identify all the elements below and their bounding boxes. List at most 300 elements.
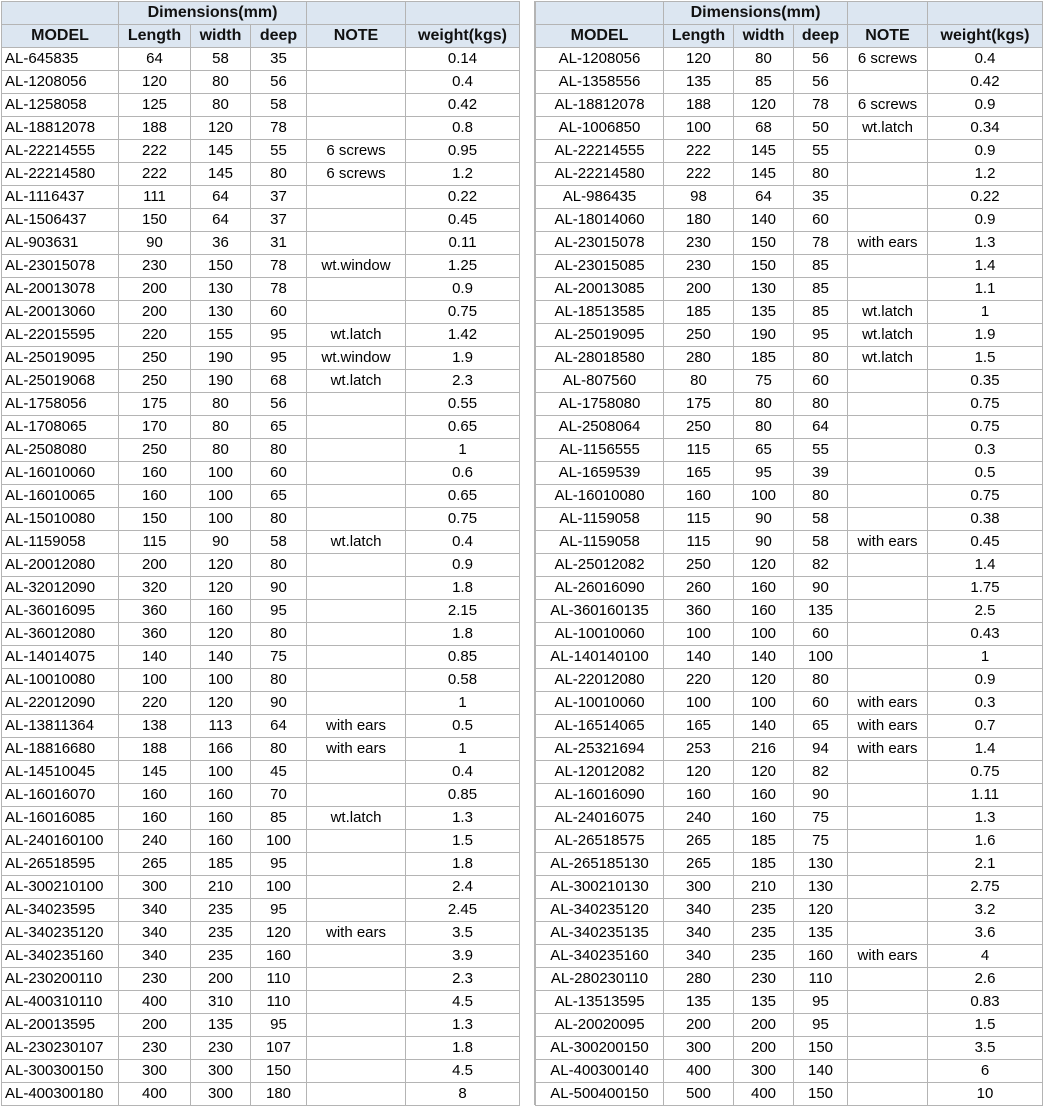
length-cell: 175: [119, 393, 191, 416]
length-cell: 135: [664, 71, 734, 94]
note-cell: 6 screws: [848, 94, 928, 117]
length-cell: 250: [119, 347, 191, 370]
length-cell: 188: [664, 94, 734, 117]
weight-cell: 3.9: [406, 945, 520, 968]
length-cell: 185: [664, 301, 734, 324]
deep-cell: 107: [251, 1037, 307, 1060]
model-cell: AL-20020095: [536, 1014, 664, 1037]
model-cell: AL-1708065: [2, 416, 119, 439]
model-cell: AL-16010065: [2, 485, 119, 508]
table-row: [536, 485, 1043, 508]
note-cell: with ears: [307, 922, 406, 945]
length-cell: 265: [664, 830, 734, 853]
deep-cell: 94: [794, 738, 848, 761]
table-row: [536, 71, 1043, 94]
model-cell: AL-500400150: [536, 1083, 664, 1106]
width-cell: 300: [734, 1060, 794, 1083]
header-model: MODEL: [536, 25, 664, 48]
model-cell: AL-23015085: [536, 255, 664, 278]
note-cell: [307, 1060, 406, 1083]
table-row: [2, 715, 520, 738]
length-cell: 340: [119, 945, 191, 968]
deep-cell: 100: [251, 876, 307, 899]
width-cell: 145: [191, 163, 251, 186]
weight-cell: 1.5: [928, 347, 1043, 370]
width-cell: 120: [191, 623, 251, 646]
table-row: [536, 830, 1043, 853]
model-cell: AL-400310110: [2, 991, 119, 1014]
width-cell: 210: [191, 876, 251, 899]
weight-cell: 0.42: [928, 71, 1043, 94]
table-row: [2, 600, 520, 623]
note-cell: [848, 508, 928, 531]
length-cell: 120: [664, 761, 734, 784]
deep-cell: 58: [794, 508, 848, 531]
length-cell: 150: [119, 209, 191, 232]
note-cell: [307, 1014, 406, 1037]
table-row: [536, 922, 1043, 945]
note-cell: 6 screws: [307, 140, 406, 163]
table-row: [2, 738, 520, 761]
note-cell: [848, 899, 928, 922]
weight-cell: 1.25: [406, 255, 520, 278]
model-cell: AL-13811364: [2, 715, 119, 738]
table-row: [536, 1060, 1043, 1083]
note-cell: [848, 370, 928, 393]
width-cell: 135: [734, 991, 794, 1014]
note-cell: wt.window: [307, 347, 406, 370]
width-cell: 130: [191, 301, 251, 324]
table-row: [2, 1014, 520, 1037]
model-cell: AL-23015078: [536, 232, 664, 255]
length-cell: 300: [664, 876, 734, 899]
deep-cell: 50: [794, 117, 848, 140]
table-row: [536, 301, 1043, 324]
model-cell: AL-903631: [2, 232, 119, 255]
deep-cell: 60: [794, 209, 848, 232]
table-row: [2, 186, 520, 209]
model-cell: AL-1358556: [536, 71, 664, 94]
weight-cell: 0.3: [928, 439, 1043, 462]
width-cell: 185: [734, 853, 794, 876]
table-row: [2, 48, 520, 71]
weight-cell: 1.2: [406, 163, 520, 186]
deep-cell: 95: [251, 853, 307, 876]
model-cell: AL-1258058: [2, 94, 119, 117]
note-cell: [848, 807, 928, 830]
length-cell: 220: [119, 692, 191, 715]
weight-cell: 1.2: [928, 163, 1043, 186]
model-cell: AL-340235160: [536, 945, 664, 968]
deep-cell: 95: [251, 1014, 307, 1037]
model-cell: AL-15010080: [2, 508, 119, 531]
width-cell: 200: [734, 1014, 794, 1037]
width-cell: 400: [734, 1083, 794, 1106]
note-cell: with ears: [848, 531, 928, 554]
model-cell: AL-1159058: [536, 531, 664, 554]
weight-cell: 0.95: [406, 140, 520, 163]
length-cell: 230: [664, 232, 734, 255]
width-cell: 95: [734, 462, 794, 485]
width-cell: 160: [191, 600, 251, 623]
weight-cell: 1: [928, 301, 1043, 324]
weight-cell: 3.6: [928, 922, 1043, 945]
note-cell: [848, 761, 928, 784]
weight-cell: 2.45: [406, 899, 520, 922]
weight-cell: 0.85: [406, 784, 520, 807]
width-cell: 90: [191, 531, 251, 554]
weight-cell: 0.8: [406, 117, 520, 140]
length-cell: 300: [119, 876, 191, 899]
deep-cell: 95: [251, 324, 307, 347]
model-cell: AL-2508080: [2, 439, 119, 462]
weight-cell: 0.75: [928, 485, 1043, 508]
model-cell: AL-140140100: [536, 646, 664, 669]
header-dimensions: Dimensions(mm): [119, 2, 307, 25]
deep-cell: 55: [251, 140, 307, 163]
note-cell: 6 screws: [307, 163, 406, 186]
model-cell: AL-16010060: [2, 462, 119, 485]
table-row: [2, 393, 520, 416]
weight-cell: 0.75: [406, 301, 520, 324]
width-cell: 100: [191, 485, 251, 508]
weight-cell: 1: [406, 738, 520, 761]
length-cell: 320: [119, 577, 191, 600]
table-row: [536, 807, 1043, 830]
weight-cell: 0.42: [406, 94, 520, 117]
header-blank-cell: [536, 2, 664, 25]
note-cell: [307, 646, 406, 669]
weight-cell: 1: [928, 646, 1043, 669]
width-cell: 140: [734, 209, 794, 232]
length-cell: 340: [119, 899, 191, 922]
model-cell: AL-16010080: [536, 485, 664, 508]
model-cell: AL-18812078: [536, 94, 664, 117]
weight-cell: 4: [928, 945, 1043, 968]
width-cell: 230: [191, 1037, 251, 1060]
deep-cell: 65: [794, 715, 848, 738]
model-cell: AL-230200110: [2, 968, 119, 991]
weight-cell: 1.8: [406, 577, 520, 600]
table-row: [536, 255, 1043, 278]
model-cell: AL-300300150: [2, 1060, 119, 1083]
header-blank-cell: [307, 2, 406, 25]
table-row: [536, 186, 1043, 209]
deep-cell: 135: [794, 922, 848, 945]
deep-cell: 95: [251, 899, 307, 922]
weight-cell: 3.2: [928, 899, 1043, 922]
width-cell: 100: [734, 692, 794, 715]
width-cell: 80: [191, 94, 251, 117]
note-cell: [848, 1060, 928, 1083]
weight-cell: 2.3: [406, 370, 520, 393]
header-model: MODEL: [2, 25, 119, 48]
table-row: [536, 991, 1043, 1014]
header-row-top: [536, 2, 1043, 25]
width-cell: 100: [191, 508, 251, 531]
width-cell: 135: [191, 1014, 251, 1037]
weight-cell: 0.85: [406, 646, 520, 669]
table-row: [536, 623, 1043, 646]
table-row: [2, 71, 520, 94]
weight-cell: 1.8: [406, 623, 520, 646]
deep-cell: 31: [251, 232, 307, 255]
width-cell: 100: [734, 623, 794, 646]
table-row: [536, 117, 1043, 140]
weight-cell: 1.3: [406, 1014, 520, 1037]
deep-cell: 75: [251, 646, 307, 669]
deep-cell: 80: [794, 347, 848, 370]
model-cell: AL-22012090: [2, 692, 119, 715]
width-cell: 160: [734, 600, 794, 623]
weight-cell: 0.7: [928, 715, 1043, 738]
deep-cell: 60: [251, 301, 307, 324]
width-cell: 140: [191, 646, 251, 669]
table-divider: [519, 1, 535, 1105]
weight-cell: 1.8: [406, 1037, 520, 1060]
model-cell: AL-16016085: [2, 807, 119, 830]
length-cell: 150: [119, 508, 191, 531]
model-cell: AL-20013085: [536, 278, 664, 301]
note-cell: [307, 71, 406, 94]
deep-cell: 60: [794, 623, 848, 646]
model-cell: AL-25019068: [2, 370, 119, 393]
width-cell: 235: [191, 899, 251, 922]
table-row: [2, 646, 520, 669]
table-row: [2, 140, 520, 163]
table-row: [2, 163, 520, 186]
header-note: NOTE: [307, 25, 406, 48]
model-cell: AL-25321694: [536, 738, 664, 761]
table-row: [536, 324, 1043, 347]
deep-cell: 60: [794, 692, 848, 715]
width-cell: 120: [191, 117, 251, 140]
model-cell: AL-400300140: [536, 1060, 664, 1083]
deep-cell: 120: [794, 899, 848, 922]
note-cell: [307, 416, 406, 439]
weight-cell: 6: [928, 1060, 1043, 1083]
model-cell: AL-240160100: [2, 830, 119, 853]
weight-cell: 0.45: [928, 531, 1043, 554]
length-cell: 400: [119, 991, 191, 1014]
deep-cell: 80: [794, 485, 848, 508]
note-cell: [848, 163, 928, 186]
width-cell: 80: [191, 416, 251, 439]
table-row: [536, 1083, 1043, 1106]
width-cell: 85: [734, 71, 794, 94]
table-row: [536, 577, 1043, 600]
deep-cell: 35: [251, 48, 307, 71]
note-cell: [307, 1037, 406, 1060]
length-cell: 100: [119, 669, 191, 692]
width-cell: 68: [734, 117, 794, 140]
length-cell: 360: [664, 600, 734, 623]
deep-cell: 60: [794, 370, 848, 393]
length-cell: 230: [119, 255, 191, 278]
table-row: [2, 899, 520, 922]
deep-cell: 150: [251, 1060, 307, 1083]
weight-cell: 1.3: [928, 807, 1043, 830]
weight-cell: 0.3: [928, 692, 1043, 715]
width-cell: 160: [734, 577, 794, 600]
weight-cell: 2.6: [928, 968, 1043, 991]
deep-cell: 78: [251, 255, 307, 278]
note-cell: wt.window: [307, 255, 406, 278]
model-cell: AL-18014060: [536, 209, 664, 232]
model-cell: AL-25019095: [2, 347, 119, 370]
note-cell: [848, 991, 928, 1014]
length-cell: 240: [119, 830, 191, 853]
header-length: Length: [664, 25, 734, 48]
model-cell: AL-340235120: [2, 922, 119, 945]
width-cell: 160: [734, 784, 794, 807]
weight-cell: 1.11: [928, 784, 1043, 807]
note-cell: [307, 439, 406, 462]
note-cell: [848, 71, 928, 94]
note-cell: with ears: [848, 715, 928, 738]
deep-cell: 56: [251, 71, 307, 94]
width-cell: 235: [191, 922, 251, 945]
weight-cell: 2.75: [928, 876, 1043, 899]
width-cell: 130: [734, 278, 794, 301]
model-cell: AL-24016075: [536, 807, 664, 830]
note-cell: with ears: [307, 738, 406, 761]
width-cell: 160: [191, 830, 251, 853]
model-cell: AL-300210100: [2, 876, 119, 899]
weight-cell: 0.55: [406, 393, 520, 416]
weight-cell: 0.5: [406, 715, 520, 738]
table-row: [536, 462, 1043, 485]
weight-cell: 1.9: [406, 347, 520, 370]
length-cell: 100: [664, 692, 734, 715]
note-cell: [848, 830, 928, 853]
weight-cell: 1.9: [928, 324, 1043, 347]
table-row: [2, 1060, 520, 1083]
weight-cell: 0.4: [406, 71, 520, 94]
table-row: [2, 761, 520, 784]
note-cell: [848, 1083, 928, 1106]
width-cell: 145: [191, 140, 251, 163]
length-cell: 260: [664, 577, 734, 600]
deep-cell: 130: [794, 853, 848, 876]
weight-cell: 2.5: [928, 600, 1043, 623]
weight-cell: 1.5: [928, 1014, 1043, 1037]
note-cell: [848, 600, 928, 623]
deep-cell: 110: [251, 968, 307, 991]
table-row: [536, 48, 1043, 71]
model-cell: AL-1159058: [2, 531, 119, 554]
note-cell: [848, 140, 928, 163]
table-row: [2, 1037, 520, 1060]
model-cell: AL-22015595: [2, 324, 119, 347]
model-cell: AL-25012082: [536, 554, 664, 577]
width-cell: 90: [734, 531, 794, 554]
width-cell: 150: [734, 255, 794, 278]
table-row: [2, 554, 520, 577]
length-cell: 80: [664, 370, 734, 393]
weight-cell: 1: [406, 692, 520, 715]
deep-cell: 78: [251, 117, 307, 140]
table-row: [2, 232, 520, 255]
length-cell: 160: [119, 462, 191, 485]
weight-cell: 0.75: [928, 416, 1043, 439]
deep-cell: 75: [794, 830, 848, 853]
length-cell: 500: [664, 1083, 734, 1106]
model-cell: AL-1758056: [2, 393, 119, 416]
weight-cell: 0.38: [928, 508, 1043, 531]
table-row: [2, 347, 520, 370]
length-cell: 222: [664, 140, 734, 163]
deep-cell: 95: [794, 324, 848, 347]
length-cell: 250: [664, 324, 734, 347]
table-row: [536, 94, 1043, 117]
model-cell: AL-23015078: [2, 255, 119, 278]
deep-cell: 37: [251, 209, 307, 232]
table-row: [536, 692, 1043, 715]
weight-cell: 1: [406, 439, 520, 462]
length-cell: 140: [664, 646, 734, 669]
table-row: [536, 140, 1043, 163]
note-cell: [848, 876, 928, 899]
width-cell: 80: [191, 439, 251, 462]
width-cell: 166: [191, 738, 251, 761]
model-cell: AL-1116437: [2, 186, 119, 209]
length-cell: 115: [664, 439, 734, 462]
note-cell: [848, 784, 928, 807]
width-cell: 190: [191, 347, 251, 370]
model-cell: AL-18812078: [2, 117, 119, 140]
header-weight: weight(kgs): [406, 25, 520, 48]
table-row: [2, 1083, 520, 1106]
width-cell: 185: [191, 853, 251, 876]
deep-cell: 130: [794, 876, 848, 899]
note-cell: with ears: [848, 738, 928, 761]
width-cell: 155: [191, 324, 251, 347]
width-cell: 120: [191, 692, 251, 715]
length-cell: 188: [119, 117, 191, 140]
note-cell: wt.latch: [848, 301, 928, 324]
width-cell: 140: [734, 646, 794, 669]
note-cell: [307, 1083, 406, 1106]
table-row: [2, 669, 520, 692]
model-cell: AL-13513595: [536, 991, 664, 1014]
width-cell: 190: [191, 370, 251, 393]
length-cell: 188: [119, 738, 191, 761]
model-cell: AL-16016070: [2, 784, 119, 807]
note-cell: [307, 278, 406, 301]
deep-cell: 80: [251, 508, 307, 531]
header-deep: deep: [251, 25, 307, 48]
header-width: width: [191, 25, 251, 48]
weight-cell: 1.4: [928, 554, 1043, 577]
deep-cell: 78: [794, 232, 848, 255]
length-cell: 220: [664, 669, 734, 692]
model-cell: AL-16016090: [536, 784, 664, 807]
deep-cell: 80: [251, 163, 307, 186]
note-cell: wt.latch: [307, 370, 406, 393]
length-cell: 265: [664, 853, 734, 876]
model-cell: AL-20013595: [2, 1014, 119, 1037]
length-cell: 400: [664, 1060, 734, 1083]
note-cell: [848, 393, 928, 416]
weight-cell: 4.5: [406, 991, 520, 1014]
length-cell: 200: [664, 278, 734, 301]
deep-cell: 82: [794, 761, 848, 784]
length-cell: 220: [119, 324, 191, 347]
length-cell: 90: [119, 232, 191, 255]
deep-cell: 64: [794, 416, 848, 439]
table-row: [536, 370, 1043, 393]
